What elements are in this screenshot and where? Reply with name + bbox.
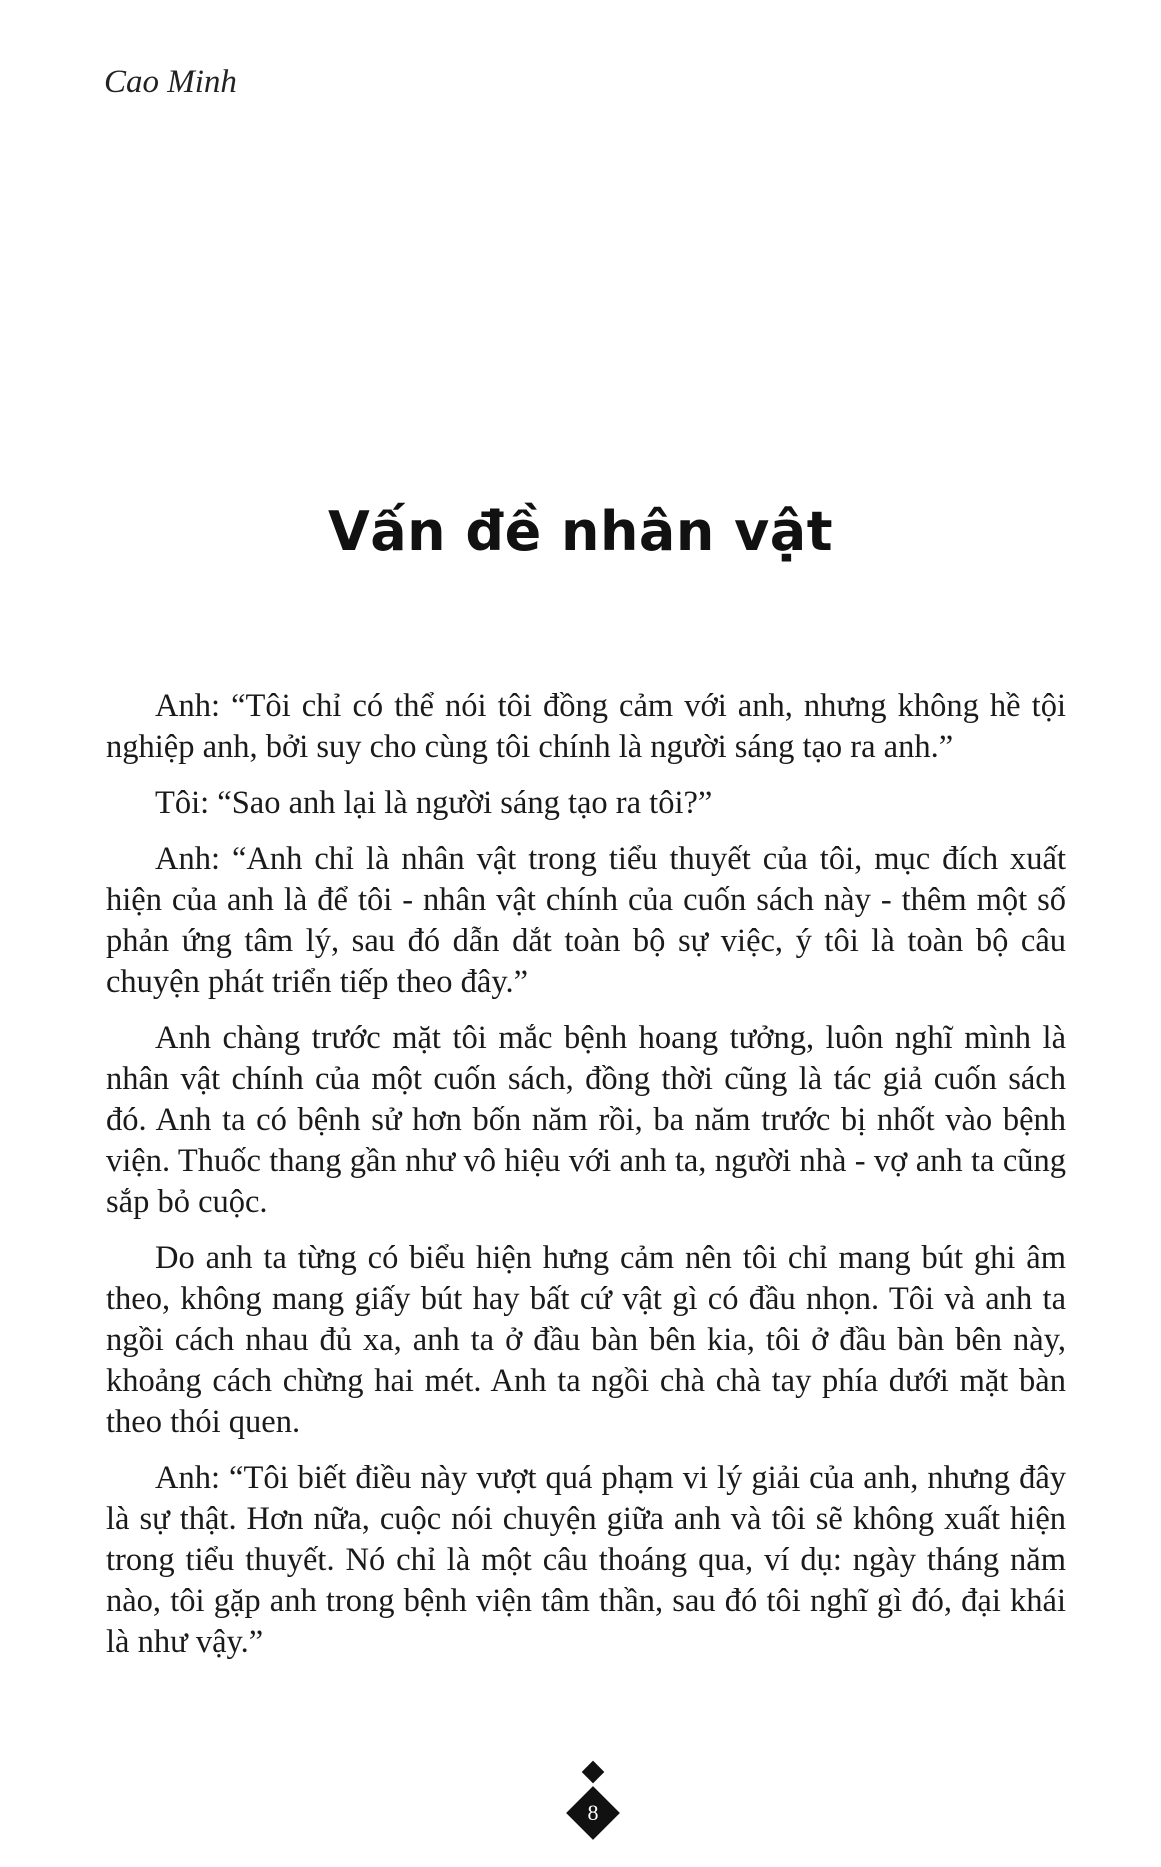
diamond-ornament-icon xyxy=(582,1761,605,1784)
paragraph: Anh: “Anh chỉ là nhân vật trong tiểu thuyết của tôi, mục đích xuất hiện của anh là để tôi - nhân vật chính của cuốn sách này - thêm một số phản ứng tâm lý, sau đó dẫn dắt toàn bộ sự việc, ý tôi là toàn bộ câu chuyện phát triển tiếp theo đây.” xyxy=(106,841,1066,1000)
body-text xyxy=(106,686,1066,1678)
running-header-author: Cao Minh xyxy=(104,64,237,100)
paragraph: Tôi: “Sao anh lại là người sáng tạo ra tôi?” xyxy=(155,785,713,821)
page-number-ornament xyxy=(568,1764,618,1850)
chapter-title: Vấn đề nhân vật xyxy=(327,500,834,563)
paragraph: Anh: “Tôi chỉ có thể nói tôi đồng cảm với anh, nhưng không hề tội nghiệp anh, bởi suy cho cùng tôi chính là người sáng tạo ra anh.” xyxy=(106,688,1066,765)
paragraph: Do anh ta từng có biểu hiện hưng cảm nên tôi chỉ mang bút ghi âm theo, không mang giấy bút hay bất cứ vật gì có đầu nhọn. Tôi và anh ta ngồi cách nhau đủ xa, anh ta ở đầu bàn bên kia, tôi ở đầu bàn bên này, khoảng cách chừng hai mét. Anh ta ngồi chà chà tay phía dưới mặt bàn theo thói quen. xyxy=(106,1240,1066,1440)
paragraph: Anh chàng trước mặt tôi mắc bệnh hoang tưởng, luôn nghĩ mình là nhân vật chính của một cuốn sách, đồng thời cũng là tác giả cuốn sách đó. Anh ta có bệnh sử hơn bốn năm rồi, ba năm trước bị nhốt vào bệnh viện. Thuốc thang gần như vô hiệu với anh ta, người nhà - vợ anh ta cũng sắp bỏ cuộc. xyxy=(106,1020,1066,1220)
page-number: 8 xyxy=(587,1800,599,1825)
paragraph: Anh: “Tôi biết điều này vượt quá phạm vi lý giải của anh, nhưng đây là sự thật. Hơn nữa, cuộc nói chuyện giữa anh và tôi sẽ không xuất hiện trong tiểu thuyết. Nó chỉ là một câu thoáng qua, ví dụ: ngày tháng năm nào, tôi gặp anh trong bệnh viện tâm thần, sau đó tôi nghĩ gì đó, đại khái là như vậy.” xyxy=(106,1460,1066,1660)
